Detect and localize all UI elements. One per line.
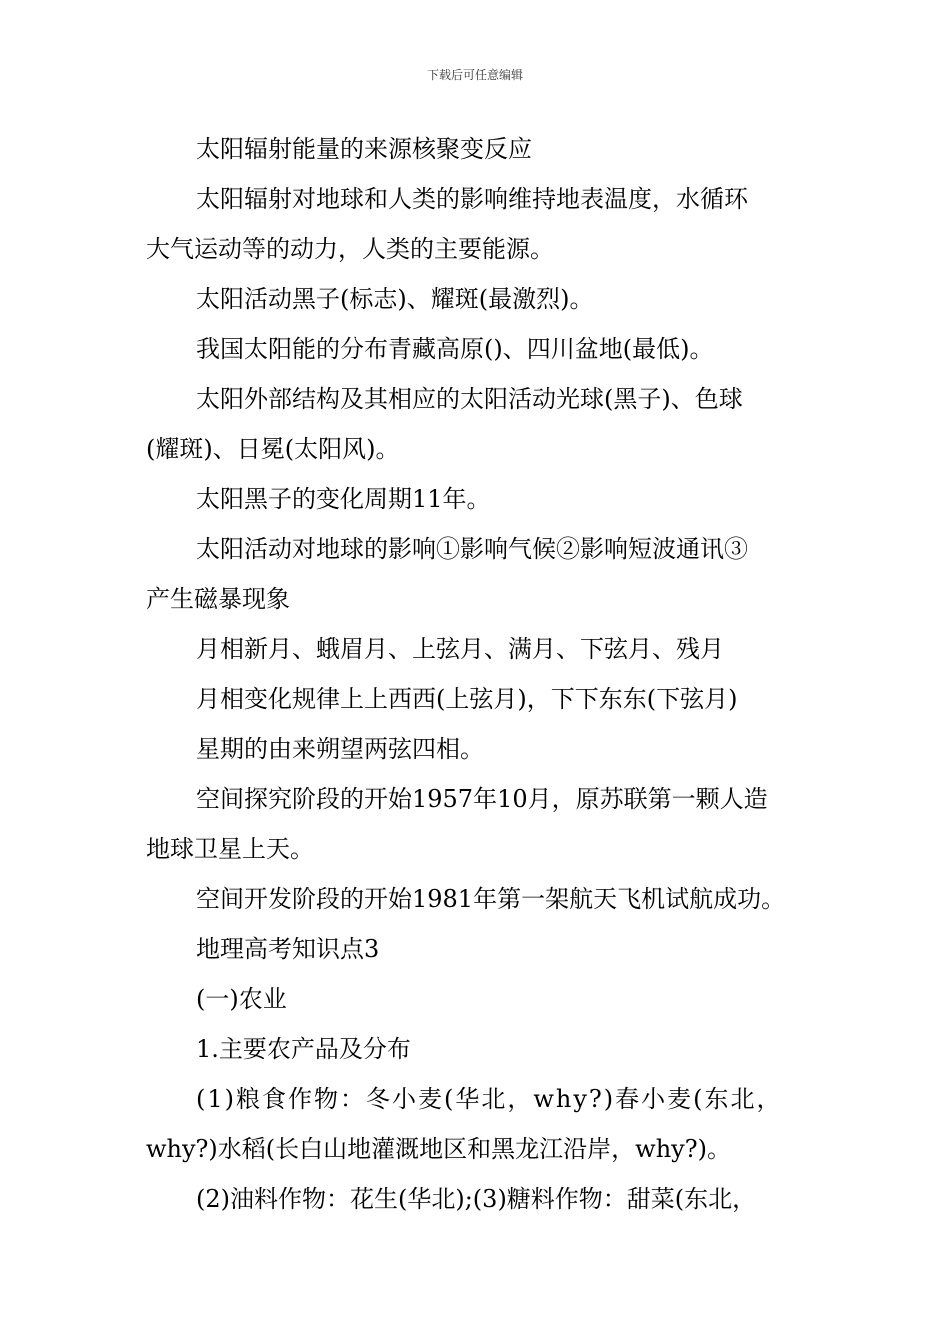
paragraph-line: 地球卫星上天。 <box>146 835 314 863</box>
paragraph-line: why?)水稻(长白山地灌溉地区和黑龙江沿岸，why?)。 <box>146 1135 731 1163</box>
section-heading: 地理高考知识点3 <box>196 935 380 963</box>
document-body <box>146 124 810 1224</box>
paragraph-line: (耀斑)、日冕(太阳风)。 <box>146 435 400 463</box>
paragraph-line: 太阳活动对地球的影响①影响气候②影响短波通讯③ <box>196 535 748 563</box>
paragraph-line: 太阳辐射能量的来源核聚变反应 <box>196 135 532 163</box>
list-heading: 1.主要农产品及分布 <box>196 1035 411 1063</box>
paragraph-line: 太阳黑子的变化周期11年。 <box>196 485 491 513</box>
subsection-heading: (一)农业 <box>196 985 287 1013</box>
paragraph-line: (2)油料作物：花生(华北);(3)糖料作物：甜菜(东北， <box>196 1185 757 1213</box>
paragraph-line: 太阳外部结构及其相应的太阳活动光球(黑子)、色球 <box>196 385 743 413</box>
paragraph-line: 空间探究阶段的开始1957年10月，原苏联第一颗人造 <box>196 785 768 813</box>
paragraph-line: 月相新月、蛾眉月、上弦月、满月、下弦月、残月 <box>196 635 724 663</box>
page-header: 下载后可任意编辑 <box>426 68 523 82</box>
paragraph-line: 太阳辐射对地球和人类的影响维持地表温度，水循环 <box>196 185 748 213</box>
paragraph-line: 空间开发阶段的开始1981年第一架航天飞机试航成功。 <box>196 885 786 913</box>
paragraph-line: 我国太阳能的分布青藏高原()、四川盆地(最低)。 <box>196 335 714 363</box>
paragraph-line: 太阳活动黑子(标志)、耀斑(最激烈)。 <box>196 285 594 313</box>
paragraph-line: 大气运动等的动力，人类的主要能源。 <box>146 235 554 263</box>
paragraph-line: (1)粮食作物：冬小麦(华北，why?)春小麦(东北， <box>196 1085 783 1113</box>
paragraph-line: 月相变化规律上上西西(上弦月)，下下东东(下弦月) <box>196 685 738 713</box>
paragraph-line: 星期的由来朔望两弦四相。 <box>196 735 484 763</box>
paragraph-line: 产生磁暴现象 <box>146 585 290 613</box>
